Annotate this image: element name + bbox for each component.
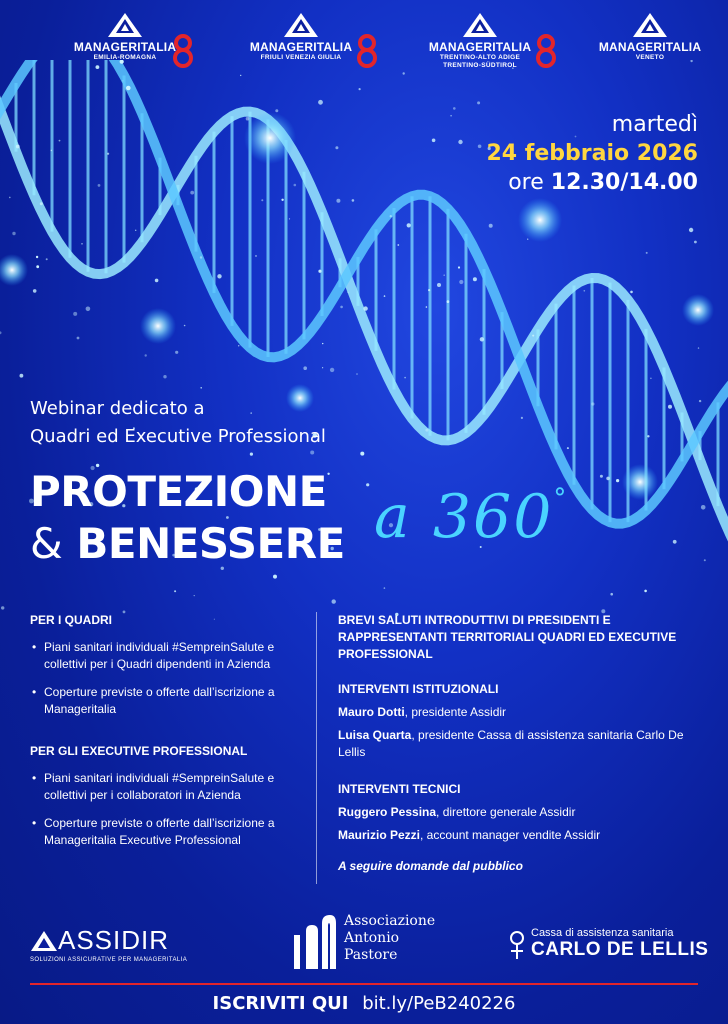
column-divider [316, 612, 317, 884]
logo-brand: MANAGERITALIA [249, 40, 353, 54]
exec-list [30, 770, 300, 849]
sparkle [318, 270, 321, 273]
speaker-name: Ruggero Pessina [338, 805, 437, 819]
program-column [338, 612, 708, 875]
triangle-logo-icon [632, 12, 668, 38]
quadri-heading: PER I QUADRI [30, 613, 113, 627]
sparkle [310, 451, 314, 455]
sparkle [606, 477, 610, 481]
cta-label: ISCRIVITI QUI [212, 993, 349, 1014]
cdl-mark-icon [505, 929, 531, 963]
sparkle [184, 325, 186, 327]
sparkle [51, 150, 53, 152]
sparkle [477, 101, 480, 104]
target-audience-column [30, 612, 300, 860]
sparkle [98, 184, 101, 187]
event-date: 24 febbraio 2026 [486, 141, 698, 166]
speaker-role: , presidente Cassa di assistenza sanitaria Carlo De Lellis [338, 728, 684, 759]
assidir-subtitle: SOLUZIONI ASSICURATIVE PER MANAGERITALIA [30, 957, 188, 963]
sparkle [145, 354, 147, 356]
sparkle [527, 239, 528, 240]
sparkle [616, 479, 619, 482]
sparkle [384, 295, 386, 297]
sparkle [478, 145, 482, 149]
triangle-logo-icon [107, 12, 143, 38]
sparkle [194, 595, 195, 596]
sparkle [175, 351, 178, 354]
sparkle [155, 279, 159, 283]
sparkle [359, 88, 361, 90]
sparkle [303, 366, 307, 370]
event-time-prefix: ore [508, 170, 544, 195]
interventi-istituzionali-heading: INTERVENTI ISTITUZIONALI [338, 682, 499, 696]
speaker [338, 827, 708, 844]
sparkle [352, 199, 355, 202]
logo-brand: MANAGERITALIA [428, 40, 532, 54]
sparkle [363, 306, 367, 310]
sparkle [437, 283, 441, 287]
title-ampersand: & [30, 519, 63, 568]
sparkle [698, 347, 699, 348]
list-item: • Coperture previste o offerte dall’iscrizione a Manageritalia Executive Professional [30, 815, 300, 849]
sparkle [650, 378, 652, 380]
speaker-name: Maurizio Pezzi [338, 828, 421, 842]
sparkle [647, 435, 649, 437]
sparkle [426, 306, 428, 308]
logo-region: FRIULI VENEZIA GIULIA [260, 54, 342, 61]
sparkle [390, 215, 392, 217]
sparkle [644, 590, 647, 593]
anniversary-8-icon [535, 34, 557, 68]
sparkle [36, 265, 39, 268]
sparkle [200, 256, 202, 258]
anniversary-8-icon [172, 34, 194, 68]
sparkle [646, 252, 648, 254]
sparkle [46, 258, 48, 260]
sparkle [318, 100, 323, 105]
sparkle [673, 540, 677, 544]
cdl-line-2: CARLO DE LELLIS [531, 939, 709, 960]
sparkle [384, 587, 386, 589]
sparkle [459, 280, 463, 284]
list-item: • Coperture previste o offerte dall’iscrizione a Manageritalia [30, 684, 300, 718]
sparkle [694, 241, 697, 244]
logo-cassa-de-lellis [505, 927, 709, 961]
sparkle [480, 337, 484, 341]
assidir-mark-icon [30, 930, 58, 952]
sparkle [275, 109, 278, 112]
sparkle [126, 86, 131, 91]
aap-line-2: Antonio [344, 930, 400, 946]
speaker-role: , presidente Assidir [404, 705, 507, 719]
sparkle [347, 292, 348, 293]
sparkle [289, 218, 290, 219]
interventi-tecnici-heading: INTERVENTI TECNICI [338, 782, 461, 796]
title-line-1: PROTEZIONE [30, 467, 327, 516]
sparkle [330, 368, 334, 372]
event-time [486, 170, 698, 195]
sparkle [521, 417, 523, 419]
sparkle [453, 107, 456, 110]
sparkle [255, 255, 256, 256]
intro-line-1: Webinar dedicato a [30, 398, 205, 419]
sparkle [689, 228, 693, 232]
sparkle [407, 223, 411, 227]
aap-line-1: Associazione [344, 913, 436, 929]
aap-mark-icon [292, 913, 336, 969]
sparkle [81, 243, 83, 245]
sparkle [335, 146, 338, 149]
speaker-role: , direttore generale Assidir [436, 805, 576, 819]
sparkle [404, 377, 406, 379]
sparkle [281, 199, 283, 201]
sparkle [356, 373, 358, 375]
intro-line-2: Quadri ed Executive Professional [30, 426, 326, 447]
sparkle [261, 199, 263, 201]
sparkle [33, 289, 37, 293]
logo-brand: MANAGERITALIA [598, 40, 702, 54]
sparkle [473, 277, 477, 281]
sparkle [458, 140, 462, 144]
sparkle [397, 244, 399, 246]
triangle-logo-icon [283, 12, 319, 38]
qa-note: A seguire domande dal pubblico [338, 859, 523, 873]
sparkle [447, 300, 450, 303]
sparkle [458, 266, 460, 268]
sparkle [246, 117, 250, 121]
logo-region-secondary: TRENTINO-SÜDTIROL [443, 62, 517, 69]
sparkle [238, 345, 239, 346]
sparkle [443, 274, 445, 276]
sparkle [332, 599, 336, 603]
sparkle [200, 387, 202, 389]
sparkle [163, 375, 166, 378]
sparkle [86, 307, 91, 312]
cdl-line-1: Cassa di assistenza sanitaria [531, 927, 674, 939]
saluti-heading: BREVI SALUTI INTRODUTTIVI DI PRESIDENTI E RAPPRESENTANTI TERRITORIALI QUADRI ED EXECUTIVE PROFESSIONAL [338, 613, 677, 661]
speaker-name: Luisa Quarta [338, 728, 412, 742]
sparkle [584, 290, 586, 292]
sparkle [366, 483, 369, 486]
triangle-logo-icon [462, 12, 498, 38]
event-date-block [486, 112, 698, 195]
sparkle [16, 145, 20, 149]
list-item: • Piani sanitari individuali #SempreinSalute e collettivi per i collaboratori in Azienda [30, 770, 300, 804]
sparkle [591, 402, 594, 405]
organizer-logos [0, 12, 728, 82]
anniversary-8-icon [356, 34, 378, 68]
sparkle [9, 197, 11, 199]
logo-assidir [30, 925, 187, 963]
sparkle [273, 575, 277, 579]
sparkle [135, 230, 136, 231]
assidir-name: ASSIDIR [58, 925, 170, 955]
sparkle [40, 202, 43, 205]
sparkle [20, 374, 24, 378]
sparkle [36, 256, 38, 258]
sparkle [73, 312, 77, 316]
sparkle [532, 335, 534, 337]
sparkle [425, 429, 428, 432]
sparkle [450, 115, 452, 117]
title-accent-360 [374, 482, 568, 552]
sparkle [489, 224, 493, 228]
sparkle [107, 153, 109, 155]
logo-manageritalia-emilia-romagna [50, 12, 200, 62]
registration-cta [0, 993, 728, 1014]
sparkle [250, 453, 253, 456]
logo-region: TRENTINO-ALTO ADIGE [439, 54, 521, 61]
logo-brand: MANAGERITALIA [73, 40, 177, 54]
accent-text: a 360 [374, 482, 554, 552]
footer-divider [30, 983, 698, 985]
quadri-list [30, 639, 300, 718]
sparkle [12, 232, 15, 235]
sparkle [701, 505, 706, 510]
webinar-intro [30, 395, 326, 451]
event-title [30, 466, 345, 570]
logo-manageritalia-trentino [405, 12, 555, 70]
sparkle [567, 447, 569, 449]
aap-text [344, 913, 435, 964]
sparkle [322, 367, 323, 368]
speaker [338, 804, 708, 821]
logo-region: VENETO [635, 54, 665, 61]
speaker-role: , account manager vendite Assidir [420, 828, 601, 842]
sparkle [432, 139, 436, 143]
sparkle [600, 475, 603, 478]
sparkle [699, 400, 701, 402]
sparkle [704, 559, 706, 561]
speaker-name: Mauro Dotti [338, 705, 405, 719]
sparkle [59, 140, 61, 142]
logo-manageritalia-friuli [226, 12, 376, 62]
speaker [338, 727, 708, 761]
sparkle [190, 191, 194, 195]
event-day: martedì [611, 112, 698, 137]
logo-associazione-antonio-pastore [292, 913, 436, 974]
sparkle [668, 405, 672, 409]
sparkle [174, 590, 176, 592]
partner-logos [0, 905, 728, 975]
sparkle [217, 274, 221, 278]
logo-region: EMILIA-ROMAGNA [93, 54, 157, 61]
registration-link[interactable]: bit.ly/PeB240226 [362, 993, 516, 1014]
sparkle [340, 306, 343, 309]
sparkle [630, 291, 633, 294]
speaker [338, 704, 708, 721]
event-time-range: 12.30/14.00 [550, 170, 698, 195]
sparkle [322, 343, 323, 344]
title-line-2 [30, 518, 345, 570]
list-item: • Piani sanitari individuali #SempreinSalute e collettivi per i Quadri dipendenti in Azienda [30, 639, 300, 673]
sparkle [294, 184, 297, 187]
accent-degree: ° [553, 484, 569, 514]
sparkle [610, 593, 613, 596]
sparkle [336, 199, 340, 203]
aap-line-3: Pastore [344, 947, 398, 963]
sparkle [428, 289, 430, 291]
sparkle [360, 452, 364, 456]
sparkle [77, 337, 80, 340]
logo-manageritalia-veneto [575, 12, 725, 62]
sparkle [1, 606, 4, 609]
sparkle [0, 331, 2, 334]
title-benessere: BENESSERE [76, 519, 345, 568]
exec-heading: PER GLI EXECUTIVE PROFESSIONAL [30, 744, 248, 758]
